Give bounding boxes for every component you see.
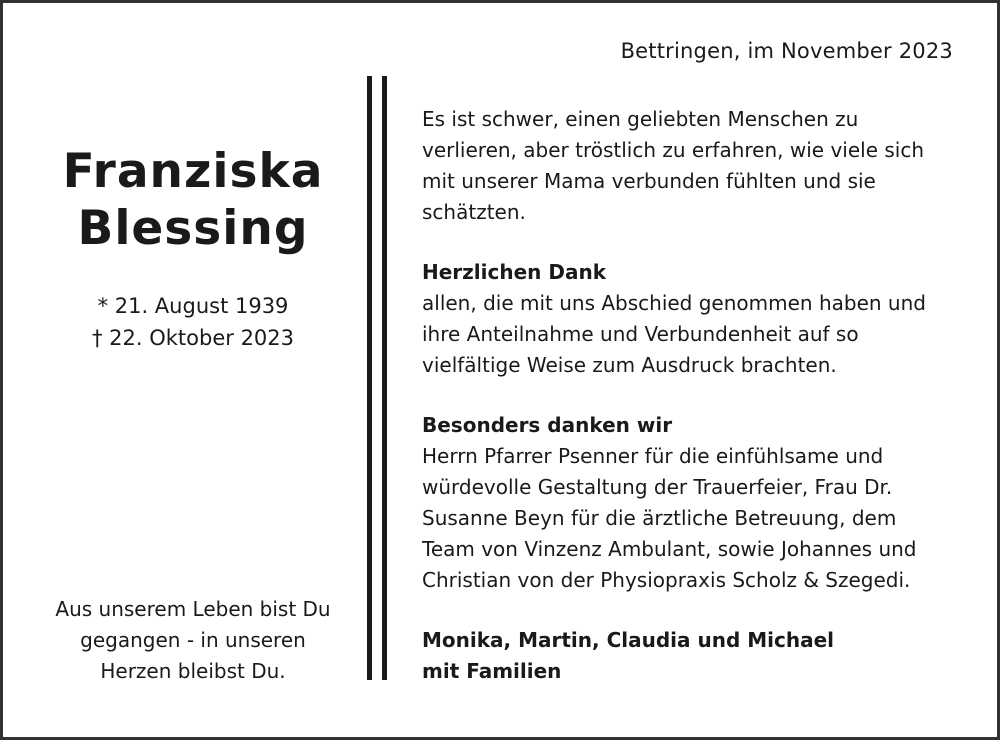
quote-line: Aus unserem Leben bist Du xyxy=(55,597,331,621)
divider-line-right xyxy=(382,76,387,680)
special-thanks-line: Team von Vinzenz Ambulant, sowie Johannes und xyxy=(422,537,917,561)
quote-line: Herzen bleibst Du. xyxy=(100,659,286,683)
signature-line: Monika, Martin, Claudia und Michael xyxy=(422,628,834,652)
intro-line: verlieren, aber tröstlich zu erfahren, wie viele sich xyxy=(422,138,925,162)
special-thanks-line: würdevolle Gestaltung der Trauerfeier, Frau Dr. xyxy=(422,475,893,499)
life-dates xyxy=(23,290,363,354)
right-column xyxy=(422,104,967,687)
special-thanks-section xyxy=(422,410,967,596)
thanks-line: ihre Anteilnahme und Verbundenheit auf so xyxy=(422,322,859,346)
intro-line: schätzten. xyxy=(422,200,526,224)
special-thanks-line: Susanne Beyn für die ärztliche Betreuung, dem xyxy=(422,506,897,530)
memorial-quote xyxy=(23,594,363,687)
special-thanks-heading: Besonders danken wir xyxy=(422,413,673,437)
birth-date: * 21. August 1939 xyxy=(97,294,289,318)
signature xyxy=(422,625,967,687)
special-thanks-line: Christian von der Physiopraxis Scholz & Szegedi. xyxy=(422,568,911,592)
divider-line-left xyxy=(367,76,372,680)
intro-paragraph xyxy=(422,104,967,228)
thanks-line: vielfältige Weise zum Ausdruck brachten. xyxy=(422,353,837,377)
last-name: Blessing xyxy=(77,201,309,256)
intro-line: mit unserer Mama verbunden fühlten und sie xyxy=(422,169,876,193)
quote-line: gegangen - in unseren xyxy=(80,628,306,652)
deceased-name xyxy=(23,143,363,257)
left-column xyxy=(23,3,363,743)
thanks-line: allen, die mit uns Abschied genommen haben und xyxy=(422,291,926,315)
first-name: Franziska xyxy=(62,144,324,199)
thanks-heading: Herzlichen Dank xyxy=(422,260,607,284)
intro-line: Es ist schwer, einen geliebten Menschen zu xyxy=(422,107,859,131)
signature-line: mit Familien xyxy=(422,659,562,683)
death-date: † 22. Oktober 2023 xyxy=(91,326,295,350)
place-date: Bettringen, im November 2023 xyxy=(620,39,953,63)
special-thanks-line: Herrn Pfarrer Psenner für die einfühlsame und xyxy=(422,444,884,468)
thanks-section xyxy=(422,257,967,381)
